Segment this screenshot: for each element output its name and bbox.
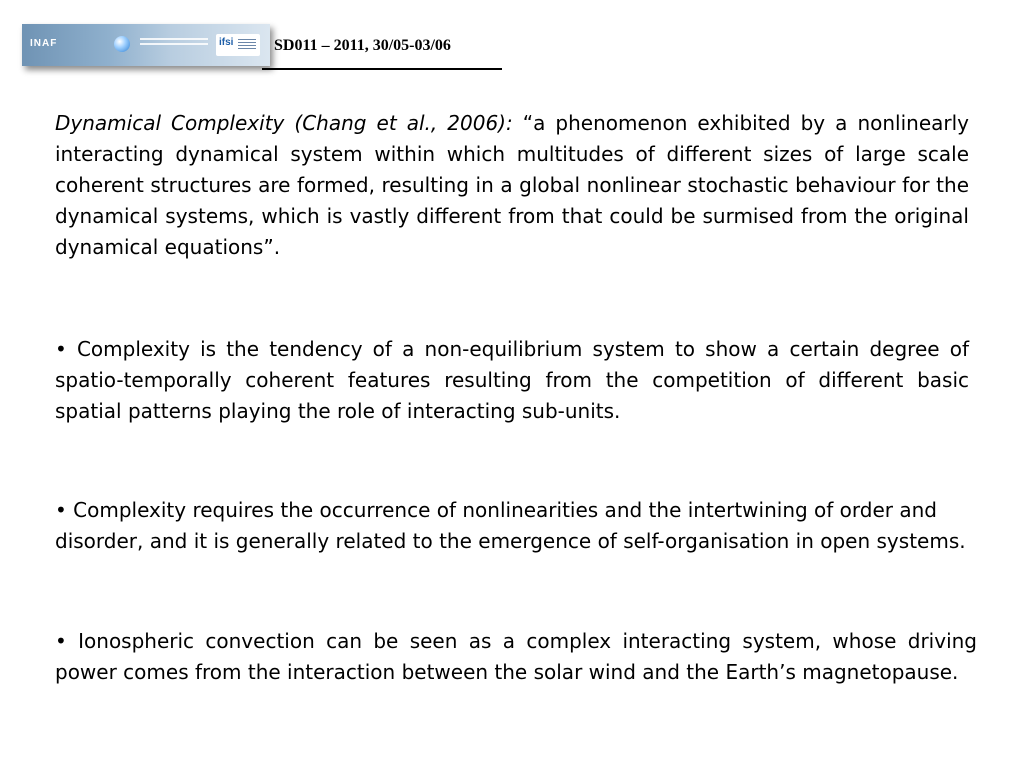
definition-quote: “a phenomenon exhibited by a nonlinearly interacting dynamical system within which multitudes of different sizes of large scale coherent structures are formed, resulting in a global nonlinear stochastic behaviour for the dynamical systems, which is vastly different from that could be surmised from the original dynamical equations”. — [55, 111, 970, 259]
header-divider — [262, 68, 502, 70]
header-logo-banner — [22, 24, 270, 66]
ifsi-logo-mark: ifsi — [219, 37, 234, 48]
institute-name-graphic — [140, 38, 208, 48]
bullet-ionospheric-convection: • Ionospheric convection can be seen as a complex interacting system, whose driving power comes from the interaction between the solar wind and the Earth’s magnetopause. — [55, 629, 977, 684]
ifsi-logo-text-graphic — [238, 39, 256, 51]
bullet-complexity-nonlinearities: • Complexity requires the occurrence of nonlinearities and the intertwining of order and disorder, and it is generally related to the emergence of self-organisation in open systems. — [55, 498, 966, 553]
globe-icon — [114, 36, 130, 52]
inaf-logo: INAF — [30, 38, 58, 49]
definition-paragraph — [55, 108, 969, 263]
definition-citation: Dynamical Complexity (Chang et al., 2006): — [55, 111, 513, 135]
bullet-complexity-tendency: • Complexity is the tendency of a non-equilibrium system to show a certain degree of spatio-temporally coherent features resulting from the competition of different basic spatial patterns playing the role of interacting sub-units. — [55, 337, 969, 423]
conference-code: SD011 – 2011, 30/05-03/06 — [274, 37, 451, 54]
ifsi-logo — [216, 34, 260, 56]
